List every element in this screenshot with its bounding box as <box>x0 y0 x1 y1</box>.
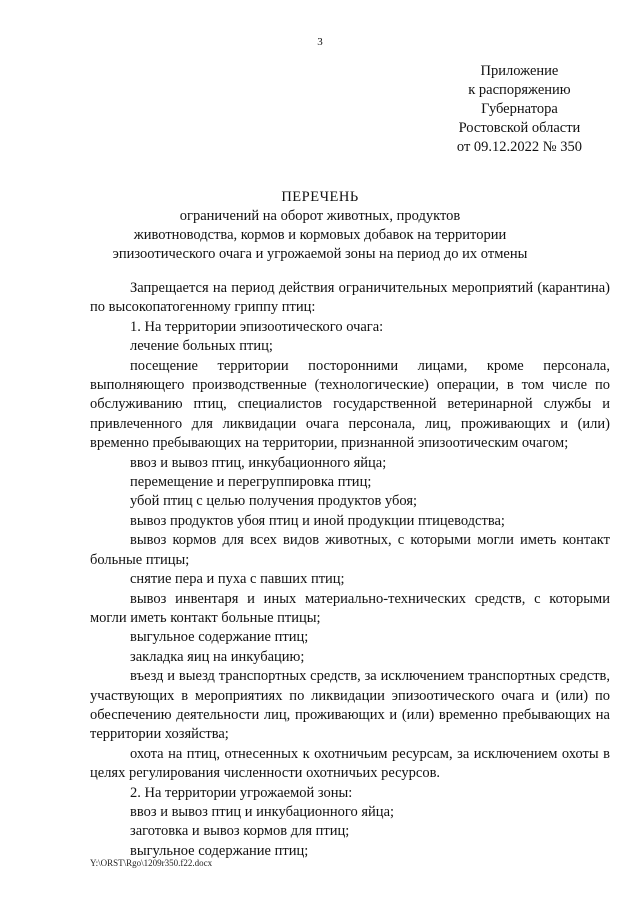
appendix-line: Приложение <box>480 63 559 79</box>
list-item: заготовка и вывоз кормов для птиц; <box>130 823 350 840</box>
section-heading-threatened-zone: 2. На территории угрожаемой зоны: <box>130 784 353 801</box>
list-item: выгульное содержание птиц; <box>130 629 309 646</box>
list-item: ввоз и вывоз птиц и инкубационного яйца; <box>130 803 395 820</box>
document-subtitle-line: эпизоотического очага и угрожаемой зоны на период до их отмены <box>112 246 528 262</box>
list-item: въезд и выезд транспортных средств, за исключением транспортных средств, участвующих в мероприятиях по ликвидации эпизоотического очага и (или) по обеспечению деятельности лиц, проживающих и (или) временно пребывающих на территории хозяйства; <box>90 668 610 743</box>
list-item: перемещение и перегруппировка птиц; <box>130 474 372 491</box>
list-item: вывоз продуктов убоя птиц и иной продукции птицеводства; <box>130 512 505 529</box>
document-subtitle-line: ограничений на оборот животных, продуктов <box>179 208 461 224</box>
appendix-line: Губернатора <box>481 101 558 117</box>
document-body <box>90 279 610 861</box>
list-item: охота на птиц, отнесенных к охотничьим ресурсам, за исключением охоты в целях регулирования численности охотничьих ресурсов. <box>90 745 610 782</box>
list-item: снятие пера и пуха с павших птиц; <box>130 571 345 588</box>
list-item: посещение территории посторонними лицами, кроме персонала, выполняющего производственные (технологические) операции, в том числе по обслуживанию птиц, специалистов государственной ветеринарной службы и привлеченного для ликвидации очага персонала, лиц, проживающих и (или) временно пребывающих на территории, признанной эпизоотическим очагом; <box>90 357 610 452</box>
list-item: лечение больных птиц; <box>130 338 273 355</box>
file-path-footer: Y:\ORST\Rgo\1209r350.f22.docx <box>90 858 213 868</box>
section-heading-outbreak: 1. На территории эпизоотического очага: <box>130 318 384 335</box>
list-item: вывоз кормов для всех видов животных, с которыми могли иметь контакт больные птицы; <box>90 532 610 568</box>
list-item: вывоз инвентаря и иных материально-технических средств, с которыми могли иметь контакт больные птицы; <box>90 590 610 626</box>
document-subtitle-line: животноводства, кормов и кормовых добавок на территории <box>133 227 507 243</box>
list-item: ввоз и вывоз птиц, инкубационного яйца; <box>130 454 387 471</box>
list-item: убой птиц с целью получения продуктов убоя; <box>130 493 418 510</box>
intro-paragraph: Запрещается на период действия ограничительных мероприятий (карантина) по высокопатогенному гриппу птиц: <box>90 280 610 316</box>
document-title: ПЕРЕЧЕНЬ <box>281 189 359 205</box>
appendix-line: Ростовской области <box>458 120 581 136</box>
list-item: выгульное содержание птиц; <box>130 842 309 859</box>
document-heading <box>0 188 640 264</box>
appendix-block <box>457 62 582 157</box>
list-item: закладка яиц на инкубацию; <box>130 648 305 665</box>
appendix-line: к распоряжению <box>468 82 571 98</box>
appendix-date-line: от 09.12.2022 № 350 <box>456 139 582 155</box>
page-number: 3 <box>317 36 323 48</box>
